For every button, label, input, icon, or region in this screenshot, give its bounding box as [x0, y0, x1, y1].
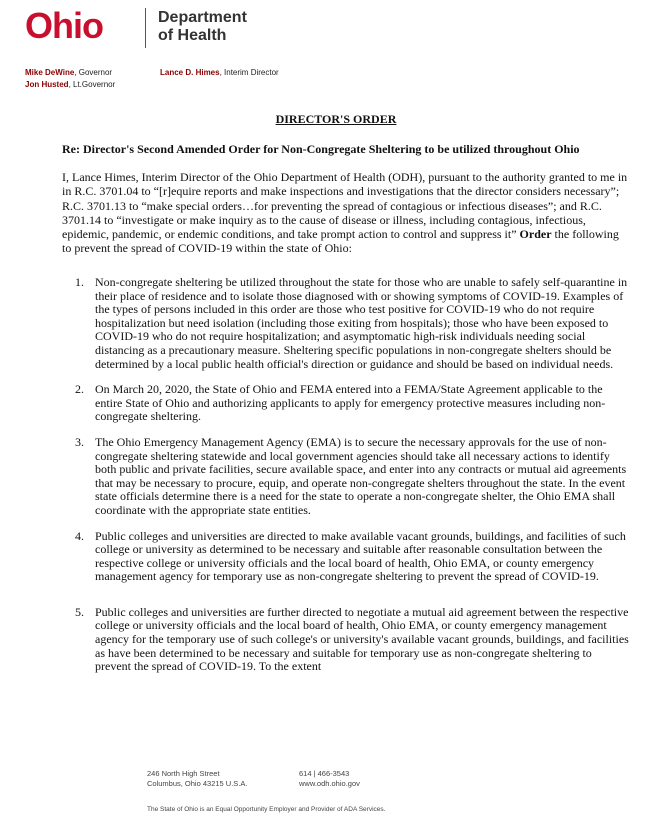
- director-name: Lance D. Himes: [160, 68, 220, 77]
- order-item-text: Public colleges and universities are directed to make available vacant grounds, buildings, and facilities of such college or university as determined to be necessary and suitable after reasonable consultation between the respective college or university officials and the local board of health, Ohio EMA, or county emergency management agency for temporary use as non-congregate sheltering to prevent the spread of COVID-19.: [95, 528, 626, 584]
- order-item-text: Public colleges and universities are further directed to negotiate a mutual aid agreement between the respective college or university officials and the local board of health, Ohio EMA, or county emergency management agency for the temporary use of such college's or university's available vacant grounds, buildings, and facilities as have been determined to be necessary and suitable for temporary use as non-congregate sheltering to prevent the spread of COVID-19. To the extent: [95, 604, 629, 674]
- order-item-number: 3.: [75, 434, 84, 449]
- intro-paragraph: [62, 170, 630, 256]
- lt-governor-title: , Lt.Governor: [68, 80, 116, 89]
- order-item-number: 1.: [75, 275, 84, 289]
- director-block: [160, 67, 279, 79]
- order-item-number: 4.: [75, 528, 84, 543]
- department-line-2: of Health: [158, 27, 227, 44]
- order-list: [62, 276, 630, 686]
- order-item-number: 5.: [75, 604, 84, 619]
- order-item-number: 2.: [75, 382, 84, 397]
- order-item: [62, 606, 630, 674]
- governor-title: , Governor: [74, 68, 113, 77]
- intro-tail: the following to prevent the spread of COVID-19 within the state of Ohio:: [62, 227, 619, 256]
- intro-text: I, Lance Himes, Interim Director of the Ohio Department of Health (ODH), pursuant to the authority granted to me in in R.C. 3701.04 to “[r]equire reports and make inspections and investigations that the director considers necessary”; R.C. 3701.13 to “make special orders…for preventing the spread of contagious or infectious diseases”; and R.C. 3701.14 to “investigate or make inquiry as to the cause of disease or illness, including contagious, infectious, epidemic, pandemic, or endemic conditions, and take prompt action to control and suppress it”: [62, 170, 628, 242]
- order-item-text: Non-congregate sheltering be utilized throughout the state for those who are unable to safely self-quarantine in their place of residence and to isolate those diagnosed with or showing symptoms of COVID-19. Examples of the types of persons included in this order are those who test positive for COVID-19 who do not require hospitalization but need isolation (including those exiting from hospitals); those who have been exposed to COVID-19 who do not require hospitalization; and asymptomatic high-risk individuals needing social distancing as a precautionary measure. Sheltering specific populations in non-congregate shelters should be determined by a local public health official's direction or guidance and should be based on individual needs.: [95, 275, 628, 371]
- footer-website-link[interactable]: www.odh.ohio.gov: [299, 779, 360, 788]
- footer-contact: [299, 769, 360, 789]
- footer-city: Columbus, Ohio 43215 U.S.A.: [147, 779, 248, 788]
- department-name: [158, 9, 247, 45]
- logo-divider: [145, 8, 146, 48]
- order-item: [62, 276, 630, 371]
- footer-address: [147, 769, 247, 789]
- order-item-text: The Ohio Emergency Management Agency (EMA) is to secure the necessary approvals for the use of non-congregate sheltering statewide and local government agencies should take all necessary actions to identify both public and private facilities, secure available space, and enter into any contracts or mutual aid agreements that may be necessary to procure, equip, and operate non-congregate shelters throughout the state. In the event state officials determine there is a need for the state to operate a non-congregate shelter, the Ohio EMA shall coordinate with the appropriate state entities.: [95, 434, 627, 517]
- footer-street: 246 North High Street: [147, 769, 220, 778]
- intro-order-keyword: Order: [519, 227, 552, 242]
- equal-opportunity-note: The State of Ohio is an Equal Opportunity Employer and Provider of ADA Services.: [147, 806, 386, 813]
- order-item-text: On March 20, 2020, the State of Ohio and FEMA entered into a FEMA/State Agreement applicable to the entire State of Ohio and authorizing applicants to apply for emergency protective measures including non-congregate sheltering.: [95, 382, 606, 424]
- governor-block: [25, 67, 115, 91]
- lt-governor-name: Jon Husted: [25, 80, 69, 89]
- document-title: DIRECTOR'S ORDER: [275, 112, 397, 126]
- order-item: [62, 530, 630, 584]
- governor-name: Mike DeWine: [25, 68, 75, 77]
- subject-line: Re: Director's Second Amended Order for Non-Congregate Sheltering to be utilized throughout Ohio: [62, 142, 580, 156]
- department-line-1: Department: [158, 9, 247, 26]
- order-item: [62, 383, 630, 424]
- order-item: [62, 436, 630, 518]
- director-title: , Interim Director: [219, 68, 279, 77]
- footer-phone: 614 | 466-3543: [299, 769, 350, 778]
- ohio-logo-wordmark: Ohio: [25, 5, 103, 46]
